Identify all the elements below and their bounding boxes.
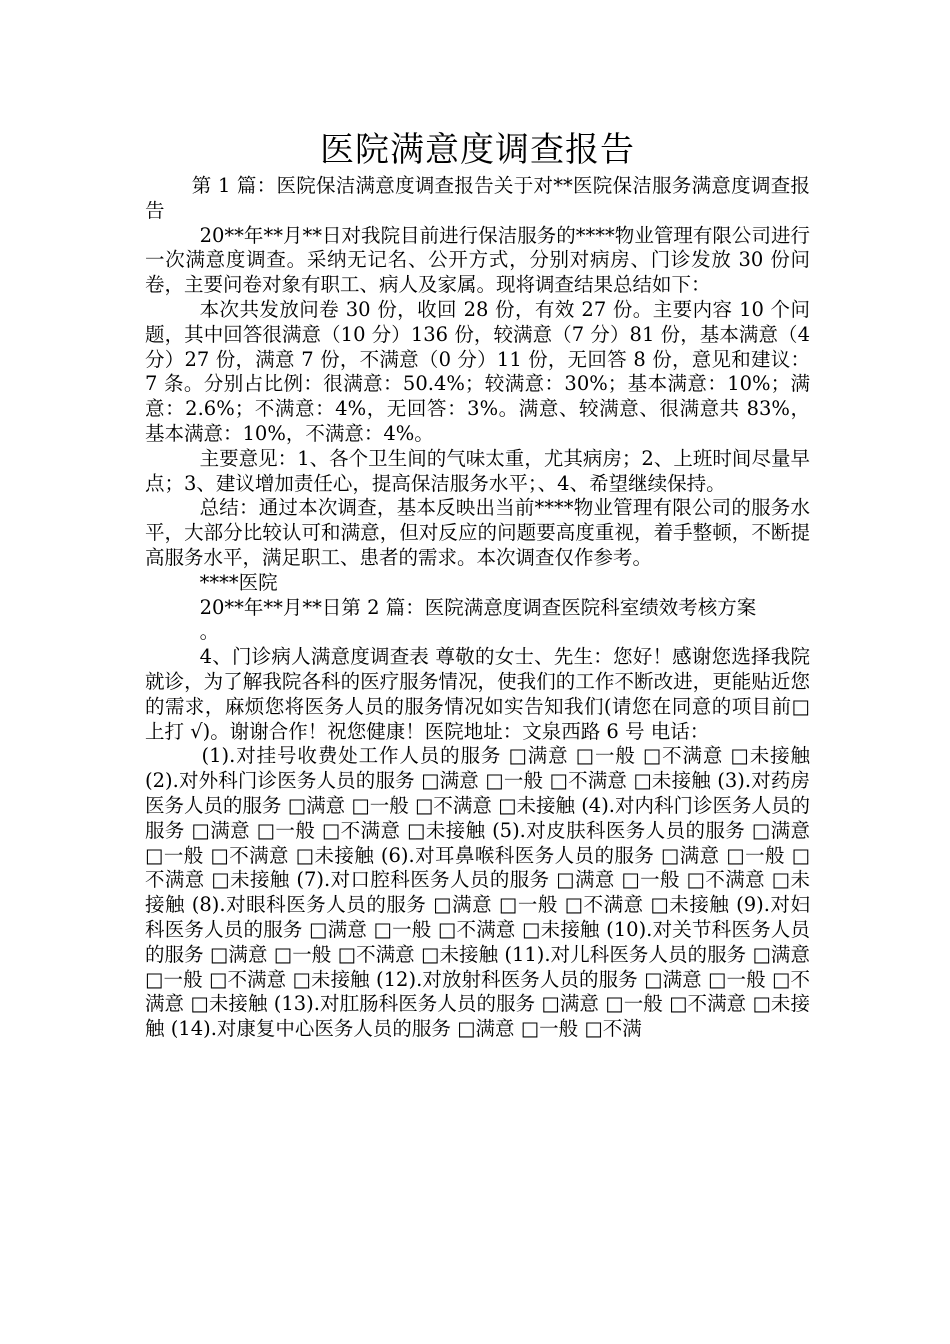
document-page <box>145 128 810 1042</box>
paragraph-main-opinions: 主要意见：1、各个卫生间的气味太重，尤其病房；2、上班时间尽量早点；3、建议增加责任心，提高保洁服务水平；、4、希望继续保持。 <box>145 446 810 495</box>
paragraph-outpatient-survey-intro: 4、门诊病人满意度调查表 尊敬的女士、先生：您好！感谢您选择我院就诊，为了解我院各科的医疗服务情况，使我们的工作不断改进，更能贴近您的需求，麻烦您将医务人员的服务情况如实告知我们(请您在同意的项目前□上打 √)。谢谢合作！祝您健康！医院地址：文泉西路 6 号 电话： <box>145 645 810 743</box>
paragraph-survey-items: (1).对挂号收费处工作人员的服务 □满意 □一般 □不满意 □未接触 (2).对外科门诊医务人员的服务 □满意 □一般 □不满意 □未接触 (3).对药房医务人员的服务 □满意 □一般 □不满意 □未接触 (4).对内科门诊医务人员的服务 □满意 □一般 □不满意 □未接触 (5).对皮肤科医务人员的服务 □满意 □一般 □不满意 □未接触 (6).对耳鼻喉科医务人员的服务 □满意 □一般 □不满意 □未接触 (7).对口腔科医务人员的服务 □满意 □一般 □不满意 □未接触 (8).对眼科医务人员的服务 □满意 □一般 □不满意 □未接触 (9).对妇科医务人员的服务 □满意 □一般 □不满意 □未接触 (10).对关节科医务人员的服务 □满意 □一般 □不满意 □未接触 (11).对儿科医务人员的服务 □满意 □一般 □不满意 □未接触 (12).对放射科医务人员的服务 □满意 □一般 □不满意 □未接触 (13).对肛肠科医务人员的服务 □满意 □一般 □不满意 □未接触 (14).对康复中心医务人员的服务 □满意 □一般 □不满 <box>145 744 811 1041</box>
paragraph-summary: 总结：通过本次调查，基本反映出当前****物业管理有限公司的服务水平，大部分比较认可和满意，但对反应的问题要高度重视，着手整顿，不断提高服务水平，满足职工、患者的需求。本次调查仅作参考。 <box>145 496 810 569</box>
paragraph-hospital-signature: ****医院 <box>199 570 278 594</box>
paragraph-period: 。 <box>199 620 220 644</box>
paragraph-heading-part1: 第 1 篇：医院保洁满意度调查报告关于对**医院保洁服务满意度调查报告 <box>145 174 810 222</box>
paragraph-survey-results: 本次共发放问卷 30 份，收回 28 份，有效 27 份。主要内容 10 个问题，其中回答很满意（10 分）136 份，较满意（7 分）81 份，基本满意（4 分）27 份，满意 7 份，不满意（0 分）11 份，无回答 8 份，意见和建议：7 条。分别占比例：很满意：50.4%；较满意：30%；基本满意：10%；满意：2.6%；不满意：4%，无回答：3%。满意、较满意、很满意共 83%，基本满意：10%，不满意：4%。 <box>145 297 810 445</box>
paragraph-survey-intro: 20**年**月**日对我院目前进行保洁服务的****物业管理有限公司进行一次满意度调查。采纳无记名、公开方式，分别对病房、门诊发放 30 份问卷，主要问卷对象有职工、病人及家属。现将调查结果总结如下： <box>145 223 810 297</box>
paragraph-date-part2: 20**年**月**日第 2 篇：医院满意度调查医院科室绩效考核方案 <box>199 595 757 619</box>
document-title: 医院满意度调查报告 <box>320 130 635 170</box>
